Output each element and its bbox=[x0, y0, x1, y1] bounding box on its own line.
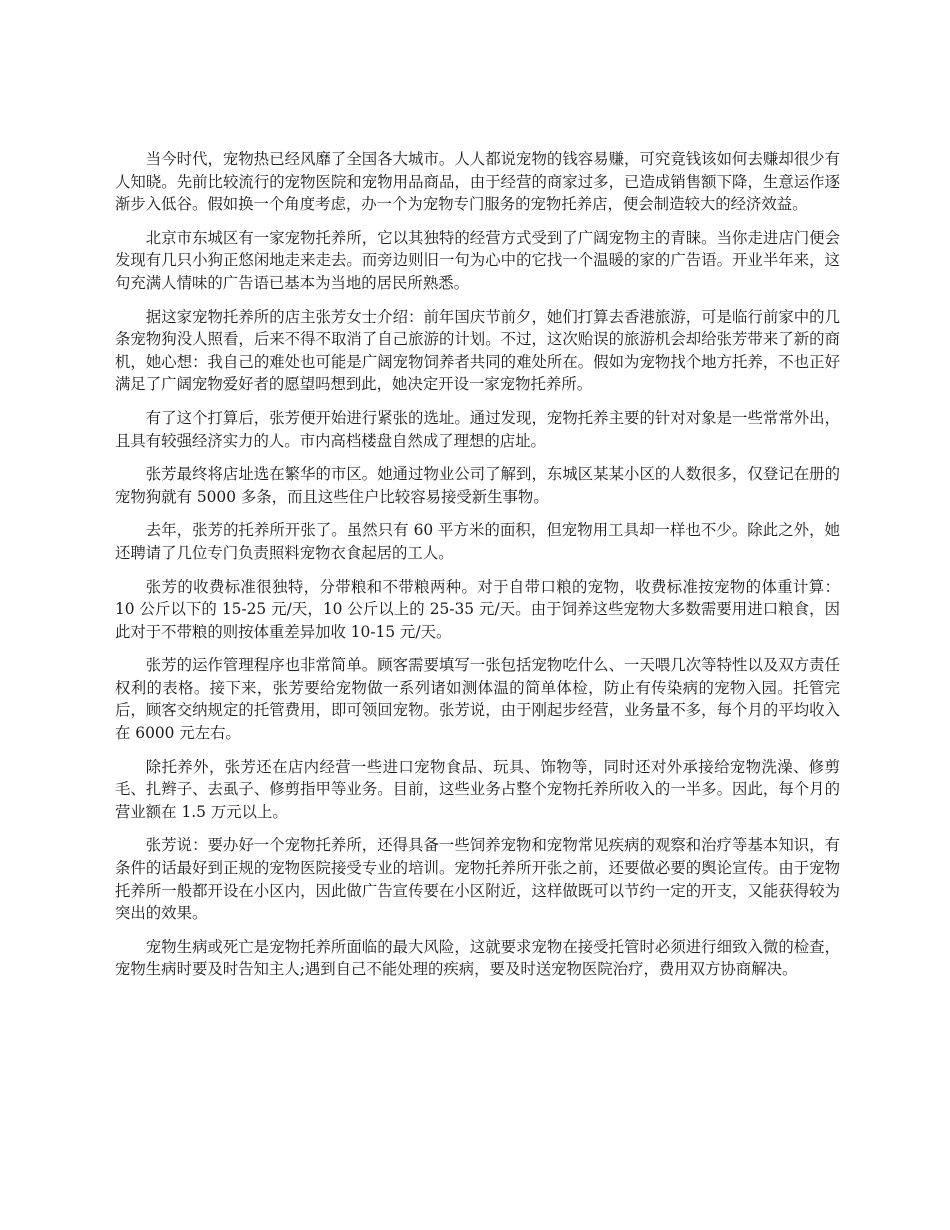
paragraph-2: 北京市东城区有一家宠物托养所，它以其独特的经营方式受到了广阔宠物主的青睐。当你走进店门便会发现有几只小狗正悠闲地走来走去。而旁边则旧一句为心中的它找一个温暖的家的广告语。开业半年来，这句充满人情味的广告语已基本为当地的居民所熟悉。 bbox=[115, 228, 840, 292]
paragraph-9: 除托养外，张芳还在店内经营一些进口宠物食品、玩具、饰物等，同时还对外承接给宠物洗澡、修剪毛、扎辫子、去虱子、修剪指甲等业务。目前，这些业务占整个宠物托养所收入的一半多。因此，每个月的营业额在 1.5 万元以上。 bbox=[115, 757, 840, 821]
paragraph-7: 张芳的收费标准很独特，分带粮和不带粮两种。对于自带口粮的宠物，收费标准按宠物的体重计算：10 公斤以下的 15-25 元/天，10 公斤以上的 25-35 元/天。由于饲养这些宠物大多数需要用进口粮食，因此对于不带粮的则按体重差异加收 10-15 元/天。 bbox=[115, 577, 840, 641]
paragraph-11: 宠物生病或死亡是宠物托养所面临的最大风险，这就要求宠物在接受托管时必须进行细致入微的检查，宠物生病时要及时告知主人;遇到自己不能处理的疾病，要及时送宠物医院治疗，费用双方协商解决。 bbox=[115, 937, 840, 979]
article-body bbox=[115, 148, 840, 992]
paragraph-3: 据这家宠物托养所的店主张芳女士介绍：前年国庆节前夕，她们打算去香港旅游，可是临行前家中的几条宠物狗没人照看，后来不得不取消了自己旅游的计划。不过，这次贻误的旅游机会却给张芳带来了新的商机，她心想：我自己的难处也可能是广阔宠物饲养者共同的难处所在。假如为宠物找个地方托养，不也正好满足了广阔宠物爱好者的愿望吗想到此，她决定开设一家宠物托养所。 bbox=[115, 307, 840, 394]
paragraph-8: 张芳的运作管理程序也非常简单。顾客需要填写一张包括宠物吃什么、一天喂几次等特性以及双方责任权利的表格。接下来，张芳要给宠物做一系列诸如测体温的简单体检，防止有传染病的宠物入园。托管完后，顾客交纳规定的托管费用，即可领回宠物。张芳说，由于刚起步经营，业务量不多，每个月的平均收入在 6000 元左右。 bbox=[115, 656, 840, 743]
paragraph-5: 张芳最终将店址选在繁华的市区。她通过物业公司了解到，东城区某某小区的人数很多，仅登记在册的宠物狗就有 5000 多条，而且这些住户比较容易接受新生事物。 bbox=[115, 465, 840, 506]
paragraph-1: 当今时代，宠物热已经风靡了全国各大城市。人人都说宠物的钱容易赚，可究竟钱该如何去赚却很少有人知晓。先前比较流行的宠物医院和宠物用品商品，由于经营的商家过多，已造成销售额下降，生意运作逐渐步入低谷。假如换一个角度考虑，办一个为宠物专门服务的宠物托养店，便会制造较大的经济效益。 bbox=[115, 150, 840, 214]
paragraph-10: 张芳说：要办好一个宠物托养所，还得具备一些饲养宠物和宠物常见疾病的观察和治疗等基本知识，有条件的话最好到正规的宠物医院接受专业的培训。宠物托养所开张之前，还要做必要的舆论宣传。由于宠物托养所一般都开设在小区内，因此做广告宣传要在小区附近，这样做既可以节约一定的开支，又能获得较为突出的效果。 bbox=[115, 836, 840, 923]
paragraph-4: 有了这个打算后，张芳便开始进行紧张的选址。通过发现，宠物托养主要的针对对象是一些常常外出，且具有较强经济实力的人。市内高档楼盘自然成了理想的店址。 bbox=[115, 408, 840, 450]
paragraph-6: 去年，张芳的托养所开张了。虽然只有 60 平方米的面积，但宠物用工具却一样也不少。除此之外，她还聘请了几位专门负责照料宠物衣食起居的工人。 bbox=[115, 521, 840, 562]
